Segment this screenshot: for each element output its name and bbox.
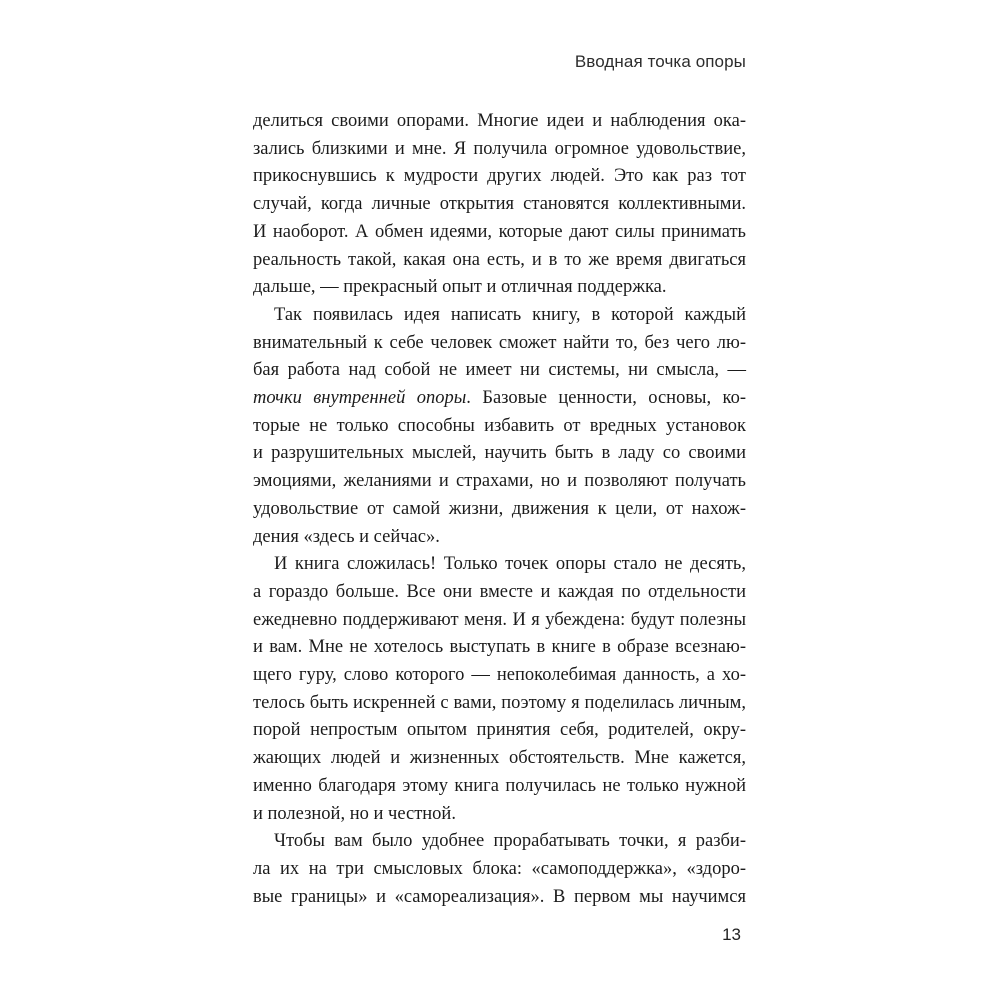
paragraph xyxy=(253,551,746,828)
page-number: 13 xyxy=(722,925,741,944)
text-line: порой непростым опытом принятия себя, родителей, окру- xyxy=(253,720,746,741)
text-line: Чтобы вам было удобнее прорабатывать точки, я разби- xyxy=(274,831,746,852)
text-line-rest: . Базовые ценности, основы, ко- xyxy=(466,388,746,409)
text-line: и разрушительных мыслей, научить быть в ладу со своими xyxy=(253,443,746,464)
text-line: жающих людей и жизненных обстоятельств. Мне кажется, xyxy=(253,748,746,769)
text-line: телось быть искренней с вами, поэтому я поделилась личным, xyxy=(253,692,746,713)
text-line: эмоциями, желаниями и страхами, но и позволяют получать xyxy=(253,471,746,492)
text-line: дения «здесь и сейчас». xyxy=(253,526,440,547)
text-line: и вам. Мне не хотелось выступать в книге в образе всезнаю- xyxy=(253,637,746,658)
text-line: ла их на три смысловых блока: «самоподдержка», «здоро- xyxy=(253,858,746,879)
text-line: Так появилась идея написать книгу, в которой каждый xyxy=(274,304,746,325)
text-line: дальше, — прекрасный опыт и отличная поддержка. xyxy=(253,277,667,298)
text-line: именно благодаря этому книга получилась не только нужной xyxy=(253,775,746,796)
text-line: ежедневно поддерживают меня. И я убеждена: будут полезны xyxy=(253,609,746,630)
text-line: случай, когда личные открытия становятся коллективными. xyxy=(253,194,746,215)
running-header: Вводная точка опоры xyxy=(574,52,746,71)
paragraph xyxy=(253,108,746,302)
text-line: вые границы» и «самореализация». В первом мы научимся xyxy=(253,886,746,907)
italic-phrase: точки внутренней опоры xyxy=(253,388,467,409)
text-line: И наоборот. А обмен идеями, которые дают силы принимать xyxy=(253,221,746,242)
text-line: зались близкими и мне. Я получила огромное удовольствие, xyxy=(253,138,746,159)
text-line: щего гуру, слово которого — непоколебимая данность, а хо- xyxy=(253,665,746,686)
text-line: внимательный к себе человек сможет найти то, без чего лю- xyxy=(253,332,746,353)
text-line: реальность такой, какая она есть, и в то же время двигаться xyxy=(253,249,746,270)
text-line: и полезной, но и честной. xyxy=(253,803,456,824)
page-text xyxy=(253,108,746,911)
paragraph xyxy=(253,302,746,551)
text-line: прикоснувшись к мудрости других людей. Это как раз тот xyxy=(253,166,746,187)
text-line: торые не только способны избавить от вредных установок xyxy=(253,415,746,436)
text-line: удовольствие от самой жизни, движения к цели, от нахож- xyxy=(253,498,746,519)
text-line: делиться своими опорами. Многие идеи и наблюдения ока- xyxy=(253,111,746,131)
text-line xyxy=(253,385,746,413)
paragraph xyxy=(253,828,746,911)
text-line: бая работа над собой не имеет ни системы, ни смысла, — xyxy=(253,360,746,381)
text-line: а гораздо больше. Все они вместе и каждая по отдельности xyxy=(253,581,746,602)
text-line: И книга сложилась! Только точек опоры стало не десять, xyxy=(274,554,746,575)
